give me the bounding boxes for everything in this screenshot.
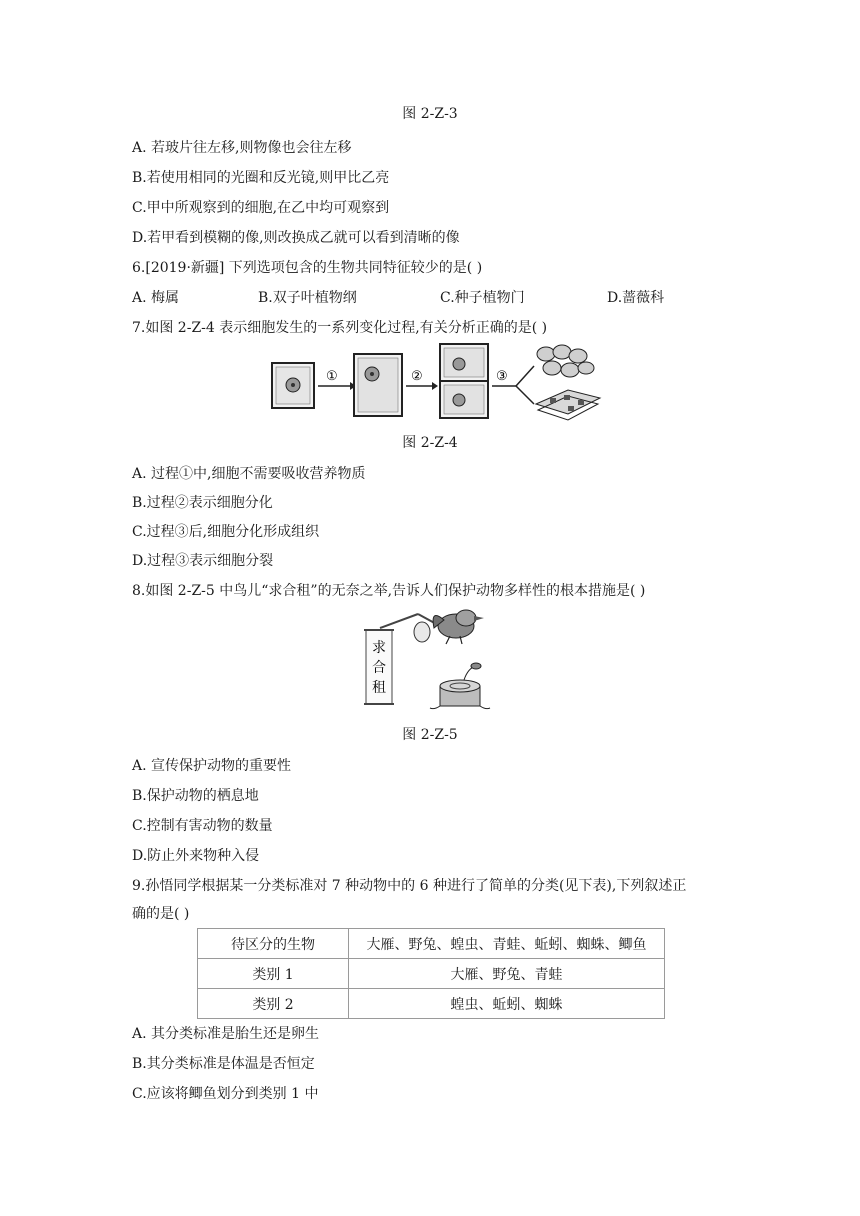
q8-option-c: C.控制有害动物的数量: [132, 818, 273, 834]
q8-stem: 8.如图 2-Z-5 中鸟儿“求合租”的无奈之举,告诉人们保护动物多样性的根本措施是( ): [132, 583, 646, 599]
cell-change-figure: [268, 340, 608, 422]
bird: [433, 610, 484, 644]
cell-3-divided: [440, 344, 488, 418]
q6-options-row: [132, 289, 732, 307]
table-cell: 待区分的生物: [198, 929, 349, 959]
q7-option-a: A. 过程①中,细胞不需要吸收营养物质: [132, 466, 366, 482]
tissue-round-cells: [537, 345, 594, 377]
q9-stem-line-1: 9.孙悟同学根据某一分类标准对 7 种动物中的 6 种进行了简单的分类(见下表),下列叙述正: [132, 878, 687, 894]
q5-option-c: C.甲中所观察到的细胞,在乙中均可观察到: [132, 200, 390, 216]
process-label-3: ③: [496, 369, 508, 384]
q8-option-a: A. 宣传保护动物的重要性: [132, 758, 292, 774]
process-label-1: ①: [326, 369, 338, 384]
q8-option-b: B.保护动物的栖息地: [132, 788, 259, 804]
q7-option-d: D.过程③表示细胞分裂: [132, 553, 274, 569]
figure-caption-2-z-4: 图 2-Z-4: [402, 435, 458, 451]
q6-option-c: C.种子植物门: [440, 290, 525, 306]
sign-char-3: 租: [372, 680, 386, 696]
q5-option-d: D.若甲看到模糊的像,则改换成乙就可以看到清晰的像: [132, 230, 460, 246]
q6-option-a: A. 梅属: [132, 290, 180, 306]
q9-option-b: B.其分类标准是体温是否恒定: [132, 1056, 315, 1072]
cell-1: [272, 363, 314, 408]
cell-2: [354, 354, 402, 416]
tree-stump: [430, 663, 490, 709]
sign-char-2: 合: [372, 660, 386, 676]
q7-stem: 7.如图 2-Z-4 表示细胞发生的一系列变化过程,有关分析正确的是( ): [132, 320, 548, 336]
bird-rent-figure: [360, 608, 500, 714]
q9-stem-line-2: 确的是( ): [132, 906, 190, 922]
q5-option-b: B.若使用相同的光圈和反光镜,则甲比乙亮: [132, 170, 390, 186]
q5-option-a: A. 若玻片往左移,则物像也会往左移: [132, 140, 352, 156]
q6-option-b: B.双子叶植物纲: [258, 290, 357, 306]
figure-caption-2-z-3: 图 2-Z-3: [402, 106, 458, 122]
classification-table: [197, 928, 665, 1019]
table-cell: 大雁、野兔、蝗虫、青蛙、蚯蚓、蜘蛛、鲫鱼: [349, 929, 665, 959]
q6-option-d: D.蔷薇科: [607, 290, 665, 306]
sign-char-1: 求: [372, 640, 386, 656]
table-cell: 蝗虫、蚯蚓、蜘蛛: [349, 989, 665, 1019]
q9-option-a: A. 其分类标准是胎生还是卵生: [132, 1026, 320, 1042]
q7-option-b: B.过程②表示细胞分化: [132, 495, 273, 511]
q9-option-c: C.应该将鲫鱼划分到类别 1 中: [132, 1086, 319, 1102]
process-label-2: ②: [411, 369, 423, 384]
tissue-layered-cells: [536, 390, 600, 420]
q8-option-d: D.防止外来物种入侵: [132, 848, 260, 864]
q6-stem: 6.[2019·新疆] 下列选项包含的生物共同特征较少的是( ): [132, 260, 483, 276]
table-cell: 类别 2: [198, 989, 349, 1019]
figure-caption-2-z-5: 图 2-Z-5: [402, 727, 458, 743]
table-cell: 类别 1: [198, 959, 349, 989]
bundle: [414, 622, 430, 642]
table-row: [198, 989, 665, 1019]
table-cell: 大雁、野兔、青蛙: [349, 959, 665, 989]
table-row: [198, 959, 665, 989]
q7-option-c: C.过程③后,细胞分化形成组织: [132, 524, 320, 540]
table-row: [198, 929, 665, 959]
